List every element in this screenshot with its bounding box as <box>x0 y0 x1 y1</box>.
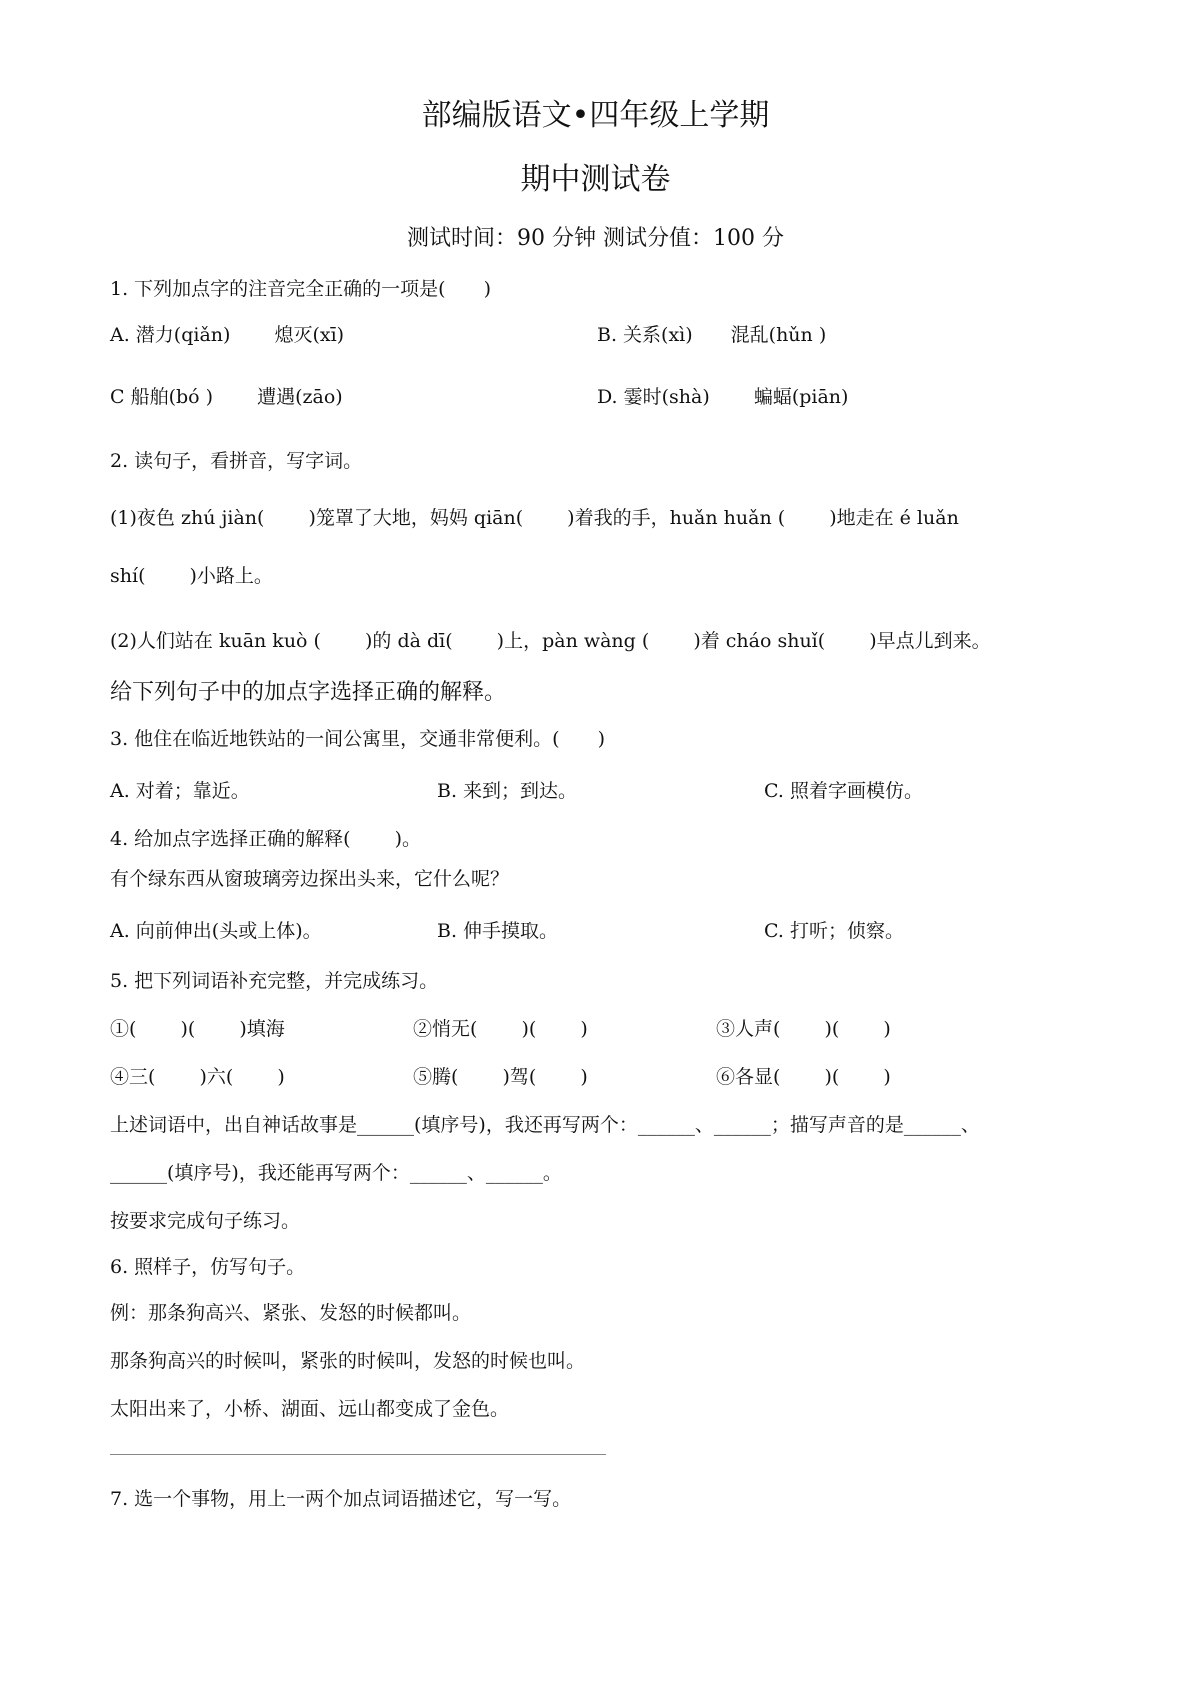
q3-option-a: A. 对着；靠近。 <box>110 780 250 802</box>
q5-word-6: ⑥各显( )( ) <box>716 1066 891 1088</box>
q4-option-a: A. 向前伸出(头或上体)。 <box>110 920 322 942</box>
q1-stem: 1. 下列加点字的注音完全正确的一项是( ) <box>110 278 491 300</box>
q1-option-c: C 船舶(bó ) 遭遇(zāo) <box>110 386 343 408</box>
q3-stem: 3. 他住在临近地铁站的一间公寓里，交通非常便利。( ) <box>110 728 605 750</box>
section-heading-explanations: 给下列句子中的加点字选择正确的解释。 <box>110 680 507 705</box>
exam-subtitle: 期中测试卷 <box>520 162 671 197</box>
q6-stem: 6. 照样子，仿写句子。 <box>110 1256 306 1278</box>
q4-stem: 4. 给加点字选择正确的解释( )。 <box>110 828 422 850</box>
q2-part1-line1: (1)夜色 zhú jiàn( )笼罩了大地，妈妈 qiān( )着我的手，huǎn huǎn ( )地走在 é luǎn <box>110 507 959 529</box>
q6-example-line2: 那条狗高兴的时候叫，紧张的时候叫，发怒的时候也叫。 <box>110 1350 586 1372</box>
q5-word-1: ①( )( )填海 <box>110 1018 285 1040</box>
q2-part1-line2: shí( )小路上。 <box>110 565 273 587</box>
q2-part2: (2)人们站在 kuān kuò ( )的 dà dī( )上，pàn wàng ( )着 cháo shuǐ( )早点儿到来。 <box>110 630 991 652</box>
q5-fill-line1: 上述词语中，出自神话故事是______(填序号)，我还再写两个：______、______；描写声音的是______、 <box>110 1114 980 1136</box>
q4-sentence: 有个绿东西从窗玻璃旁边探出头来，它什么呢？ <box>110 868 510 890</box>
q5-word-3: ③人声( )( ) <box>716 1018 891 1040</box>
q4-option-c: C. 打听；侦察。 <box>764 920 904 942</box>
q4-option-b: B. 伸手摸取。 <box>437 920 559 942</box>
q6-example-line1: 例：那条狗高兴、紧张、发怒的时候都叫。 <box>110 1302 472 1324</box>
q1-option-b: B. 关系(xì) 混乱(hǔn ) <box>597 324 827 346</box>
q7-stem: 7. 选一个事物，用上一两个加点词语描述它，写一写。 <box>110 1488 572 1510</box>
q5-word-5: ⑤腾( )驾( ) <box>413 1066 588 1088</box>
q5-word-2: ②悄无( )( ) <box>413 1018 588 1040</box>
q6-task: 太阳出来了，小桥、湖面、远山都变成了金色。 <box>110 1398 510 1420</box>
exam-info: 测试时间：90 分钟 测试分值：100 分 <box>407 226 784 251</box>
answer-line <box>110 1454 606 1455</box>
q3-option-b: B. 来到；到达。 <box>437 780 578 802</box>
exam-title: 部编版语文•四年级上学期 <box>421 98 770 133</box>
q5-stem: 5. 把下列词语补充完整，并完成练习。 <box>110 970 439 992</box>
q3-option-c: C. 照着字画模仿。 <box>764 780 923 802</box>
q5-word-4: ④三( )六( ) <box>110 1066 285 1088</box>
q1-option-a: A. 潜力(qiǎn) 熄灭(xī) <box>110 324 345 346</box>
q1-option-d: D. 霎时(shà) 蝙蝠(piān) <box>597 386 849 408</box>
q2-stem: 2. 读句子，看拼音，写字词。 <box>110 450 363 472</box>
q5-fill-line2: ______(填序号)，我还能再写两个：______、______。 <box>110 1162 562 1184</box>
section-heading-sentences: 按要求完成句子练习。 <box>110 1210 301 1232</box>
